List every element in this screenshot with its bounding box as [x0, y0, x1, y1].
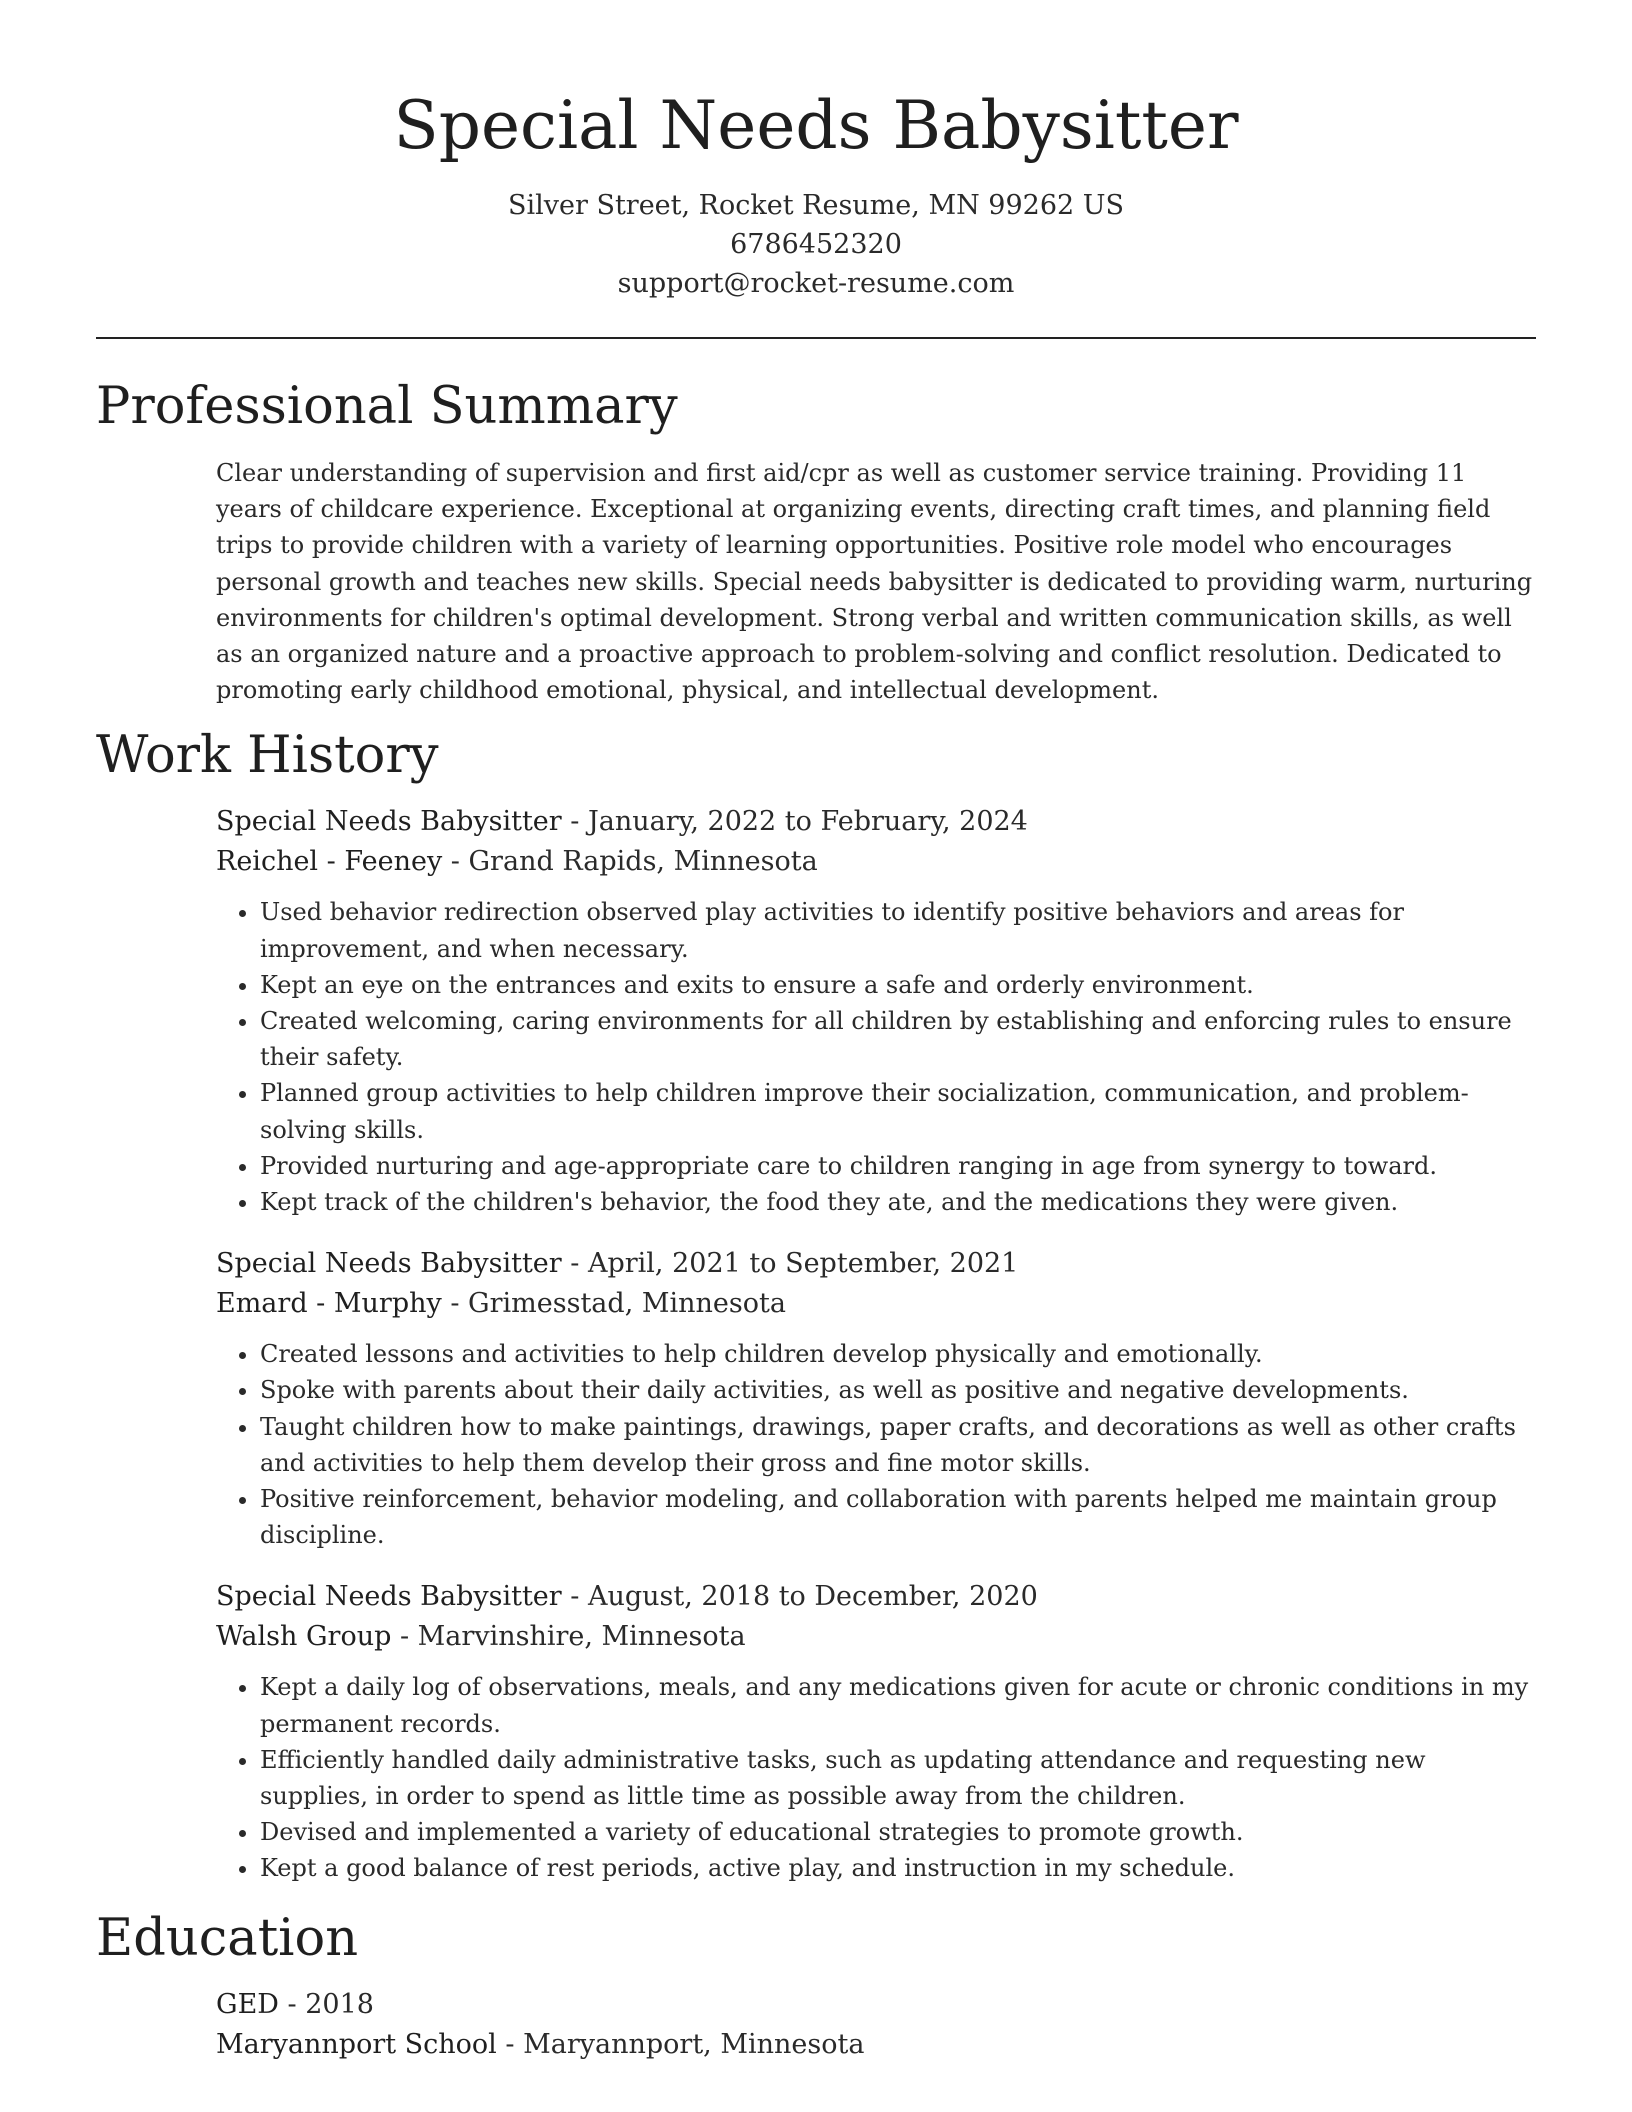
work-history-section	[96, 726, 1536, 1886]
email: support@rocket-resume.com	[617, 268, 1015, 299]
address: Silver Street, Rocket Resume, MN 99262 US	[507, 190, 1125, 221]
job-role: Special Needs Babysitter	[216, 1581, 562, 1613]
job-role: Special Needs Babysitter	[216, 1248, 562, 1280]
job-company: Walsh Group	[216, 1621, 392, 1653]
job-bullet: • Positive reinforcement, behavior modeling, and collaboration with parents helped me maintain group discipline.	[260, 1481, 1536, 1553]
job-dates: - August, 2018 to December, 2020	[561, 1581, 1038, 1613]
job-bullet: • Kept a daily log of observations, meals, and any medications given for acute or chronic conditions in my permanent records.	[260, 1669, 1536, 1741]
contact-block	[96, 186, 1536, 303]
education-heading: Education	[96, 1908, 359, 1968]
education-entry	[216, 1985, 1536, 2065]
job-bullet: • Devised and implemented a variety of educational strategies to promote growth.	[260, 1814, 1536, 1850]
job-bullets	[216, 1336, 1536, 1553]
job-bullet: • Provided nurturing and age-appropriate care to children ranging in age from synergy to toward.	[260, 1148, 1536, 1184]
resume-page	[96, 0, 1536, 2065]
phone: 6786452320	[730, 229, 902, 260]
job-company-line	[216, 1617, 1536, 1657]
job-bullet: • Kept a good balance of rest periods, active play, and instruction in my schedule.	[260, 1850, 1536, 1886]
job-bullet: • Kept track of the children's behavior, the food they ate, and the medications they were given.	[260, 1184, 1536, 1220]
job-bullet: • Taught children how to make paintings, drawings, paper crafts, and decorations as well as other crafts and activities to help them develop their gross and fine motor skills.	[260, 1409, 1536, 1481]
job-entry	[216, 1577, 1536, 1886]
summary-heading: Professional Summary	[96, 377, 678, 436]
education-degree-line	[216, 1985, 1536, 2025]
job-title-line	[216, 1244, 1536, 1284]
job-location: - Grimesstad, Minnesota	[441, 1288, 786, 1320]
job-bullet: • Planned group activities to help children improve their socialization, communication, and problem-solving skills.	[260, 1075, 1536, 1147]
job-bullet: • Created lessons and activities to help children develop physically and emotionally.	[260, 1336, 1536, 1372]
job-bullet: • Used behavior redirection observed play activities to identify positive behaviors and areas for improvement, and when necessary.	[260, 894, 1536, 966]
work-history-heading: Work History	[96, 726, 439, 786]
job-bullet: • Created welcoming, caring environments for all children by establishing and enforcing rules to ensure their safety.	[260, 1003, 1536, 1075]
candidate-name: Special Needs Babysitter	[393, 87, 1239, 164]
job-company: Reichel - Feeney	[216, 846, 443, 878]
education-year: - 2018	[278, 1988, 374, 2020]
job-bullet: • Efficiently handled daily administrative tasks, such as updating attendance and requesting new supplies, in order to spend as little time as possible away from the children.	[260, 1742, 1536, 1814]
education-location: - Maryannport, Minnesota	[496, 2028, 865, 2060]
education-section	[96, 1909, 1536, 2065]
education-school-line	[216, 2025, 1536, 2065]
job-entry	[216, 1244, 1536, 1553]
education-degree: GED	[216, 1988, 279, 2020]
job-role: Special Needs Babysitter	[216, 806, 562, 838]
job-bullet: • Kept an eye on the entrances and exits to ensure a safe and orderly environment.	[260, 967, 1536, 1003]
resume-header	[96, 0, 1536, 303]
job-bullets	[216, 894, 1536, 1220]
header-divider	[96, 337, 1536, 339]
job-location: - Marvinshire, Minnesota	[391, 1621, 746, 1653]
job-bullet: • Spoke with parents about their daily activities, as well as positive and negative developments.	[260, 1372, 1536, 1408]
job-dates: - January, 2022 to February, 2024	[561, 806, 1028, 838]
job-bullets	[216, 1669, 1536, 1886]
job-title-line	[216, 802, 1536, 842]
summary-section	[96, 377, 1536, 708]
job-location: - Grand Rapids, Minnesota	[442, 846, 818, 878]
job-title-line	[216, 1577, 1536, 1617]
job-dates: - April, 2021 to September, 2021	[561, 1248, 1019, 1280]
job-company: Emard - Murphy	[216, 1288, 442, 1320]
job-company-line	[216, 842, 1536, 882]
summary-text: Clear understanding of supervision and first aid/cpr as well as customer service training. Providing 11 years of childcare experience. Exceptional at organizing events, directing craft times, and planning field trips to provide children with a variety of learning opportunities. Positive role model who encourages personal growth and teaches new skills. Special needs babysitter is dedicated to providing warm, nurturing environments for children's optimal development. Strong verbal and written communication skills, as well as an organized nature and a proactive approach to problem-solving and conflict resolution. Dedicated to promoting early childhood emotional, physical, and intellectual development.	[216, 459, 1533, 705]
education-school: Maryannport School	[216, 2028, 497, 2060]
job-entry	[216, 802, 1536, 1220]
job-company-line	[216, 1284, 1536, 1324]
